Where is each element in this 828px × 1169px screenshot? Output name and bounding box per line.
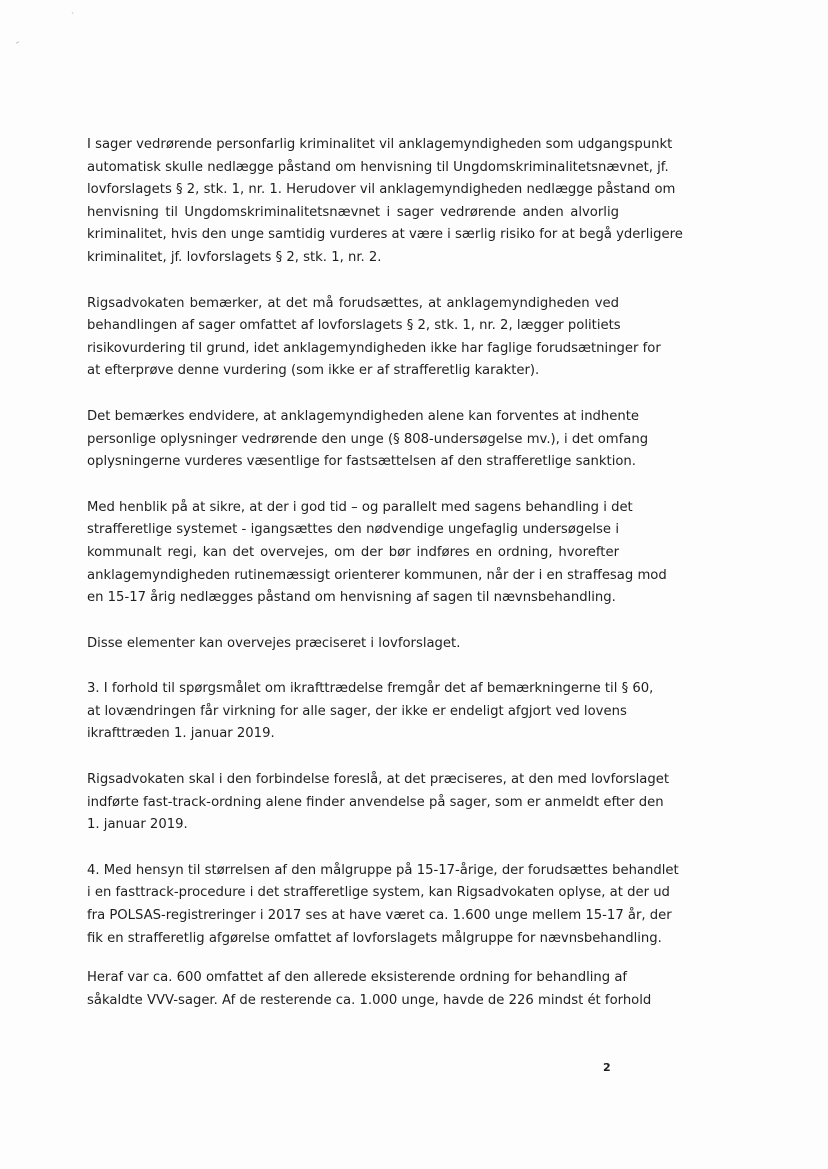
text-line: 3. I forhold til spørgsmålet om ikrafttrædelse fremgår det af bemærkningerne til § 60, <box>87 681 654 697</box>
text-line: ikrafttræden 1. januar 2019. <box>87 726 275 742</box>
text-line: strafferetlige systemet - igangsættes den nødvendige ungefaglig undersøgelse i <box>87 522 619 538</box>
text-line: risikovurdering til grund, idet anklagemyndigheden ikke har faglige forudsætninger for <box>87 340 661 356</box>
text-line: kriminalitet, jf. lovforslagets § 2, stk. 1, nr. 2. <box>87 249 382 265</box>
scan-speck <box>72 12 74 14</box>
text-line: en 15-17 årig nedlægges påstand om henvisning af sagen til nævnsbehandling. <box>87 590 616 606</box>
paragraph-gap <box>87 950 619 967</box>
text-line: indførte fast-track-ordning alene finder anvendelse på sager, som er anmeldt efter den <box>87 794 664 810</box>
text-line: såkaldte VVV-sager. Af de resterende ca. 1.000 unge, havde de 226 mindst ét forhold <box>87 992 652 1008</box>
text-line: kriminalitet, hvis den unge samtidig vurderes at være i særlig risiko for at begå yderligere <box>87 227 683 243</box>
text-line: Med henblik på at sikre, at der i god tid – og parallelt med sagens behandling i det <box>87 499 633 515</box>
paragraph-risikovurdering <box>87 293 661 383</box>
paragraph-gap <box>87 655 619 678</box>
scan-speck <box>16 41 19 43</box>
text-line: 1. januar 2019. <box>87 817 188 833</box>
paragraph-gap <box>87 837 619 860</box>
text-line: at lovændringen får virkning for alle sager, der ikke er endeligt afgjort ved lovens <box>87 703 627 719</box>
paragraph-gap <box>87 474 619 497</box>
paragraph-personlige-oplysninger <box>87 406 649 474</box>
paragraph-fast-track-forslag <box>87 769 669 837</box>
text-line: Rigsadvokaten bemærker, at det må forudsættes, at anklagemyndigheden ved <box>87 295 619 311</box>
body-text <box>87 134 683 1012</box>
text-line: automatisk skulle nedlægge påstand om henvisning til Ungdomskriminalitetsnævnet, jf. <box>87 159 669 175</box>
text-line: lovforslagets § 2, stk. 1, nr. 1. Herudover vil anklagemyndigheden nedlægge påstand om <box>87 182 676 198</box>
text-line: fik en strafferetlig afgørelse omfattet af lovforslagets målgruppe for nævnsbehandling. <box>87 930 662 946</box>
paragraph-praecisering <box>87 633 619 656</box>
text-line: I sager vedrørende personfarlig kriminalitet vil anklagemyndigheden som udgangspunkt <box>87 137 673 152</box>
text-line: i en fasttrack-procedure i det strafferetlige system, kan Rigsadvokaten oplyse, at der ud <box>87 885 670 901</box>
text-line: kommunalt regi, kan det overvejes, om der bør indføres en ordning, hvorefter <box>87 544 619 560</box>
text-line: 4. Med hensyn til størrelsen af den målgruppe på 15-17-årige, der forudsættes behandlet <box>87 862 679 878</box>
paragraph-ikrafttraedelse <box>87 678 654 746</box>
paragraph-maalgruppe <box>87 860 679 950</box>
paragraph-personfarlig-kriminalitet <box>87 134 683 270</box>
paragraph-gap <box>87 383 619 406</box>
paragraph-gap <box>87 270 619 293</box>
text-line: Heraf var ca. 600 omfattet af den allerede eksisterende ordning for behandling af <box>87 970 628 986</box>
text-line: henvisning til Ungdomskriminalitetsnævnet i sager vedrørende anden alvorlig <box>87 204 619 220</box>
text-line: personlige oplysninger vedrørende den unge (§ 808-undersøgelse mv.), i det omfang <box>87 431 649 447</box>
text-line: at efterprøve denne vurdering (som ikke er af strafferetlig karakter). <box>87 363 540 379</box>
text-line: fra POLSAS-registreringer i 2017 ses at have været ca. 1.600 unge mellem 15-17 år, der <box>87 908 672 924</box>
paragraph-kommunal-orientering <box>87 497 667 610</box>
paragraph-gap <box>87 610 619 633</box>
paragraph-vvv-sager <box>87 967 652 1012</box>
text-line: behandlingen af sager omfattet af lovforslagets § 2, stk. 1, nr. 2, lægger politiets <box>87 318 621 334</box>
text-line: Det bemærkes endvidere, at anklagemyndigheden alene kan forventes at indhente <box>87 408 640 424</box>
paragraph-gap <box>87 746 619 769</box>
text-line: anklagemyndigheden rutinemæssigt orienterer kommunen, når der i en straffesag mod <box>87 567 667 583</box>
text-line: oplysningerne vurderes væsentlige for fastsættelsen af den strafferetlige sanktion. <box>87 454 636 470</box>
text-line: Disse elementer kan overvejes præciseret i lovforslaget. <box>87 635 461 651</box>
page-number: 2 <box>603 1061 611 1074</box>
text-line: Rigsadvokaten skal i den forbindelse foreslå, at det præciseres, at den med lovforslaget <box>87 772 669 788</box>
